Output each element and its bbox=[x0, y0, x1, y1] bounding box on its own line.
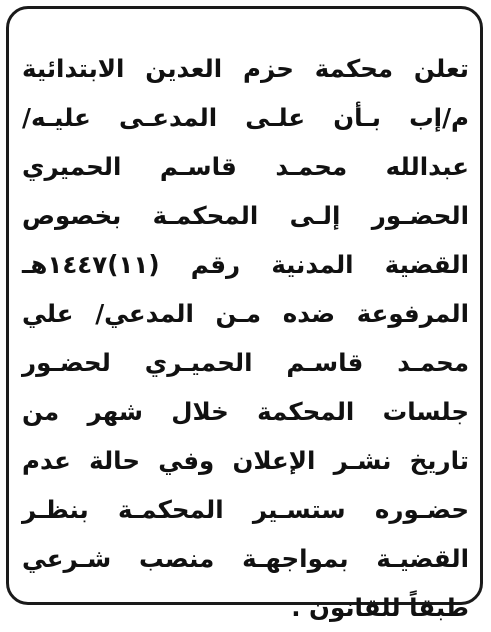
notice-line: محمـد قاسـم الحميـري لحضـور bbox=[22, 348, 469, 377]
notice-line: الحضـور إلـى المحكمـة بخصوص bbox=[22, 201, 469, 230]
notice-line: تعلن محكمة حزم العدين الابتدائية bbox=[22, 54, 469, 83]
notice-line: المرفوعة ضده مـن المدعي/ علي bbox=[22, 299, 469, 328]
notice-line: جلسات المحكمة خلال شهر من bbox=[22, 397, 469, 426]
notice-line: تاريخ نشـر الإعلان وفي حالة عدم bbox=[22, 446, 469, 475]
notice-line: م/إب بـأن علـى المدعـى عليـه/ bbox=[22, 103, 469, 132]
notice-line: حضـوره ستسـير المحكمـة بنظـر bbox=[22, 495, 469, 524]
notice-line: القضية المدنية رقم (١١)١٤٤٧هـ bbox=[22, 250, 469, 279]
notice-line: عبدالله محمـد قاسـم الحميري bbox=[22, 152, 469, 181]
notice-line: طبقاً للقانون . bbox=[291, 593, 469, 622]
court-notice-text bbox=[22, 44, 469, 632]
notice-line: القضيـة بمواجهـة منصب شـرعي bbox=[22, 544, 469, 573]
